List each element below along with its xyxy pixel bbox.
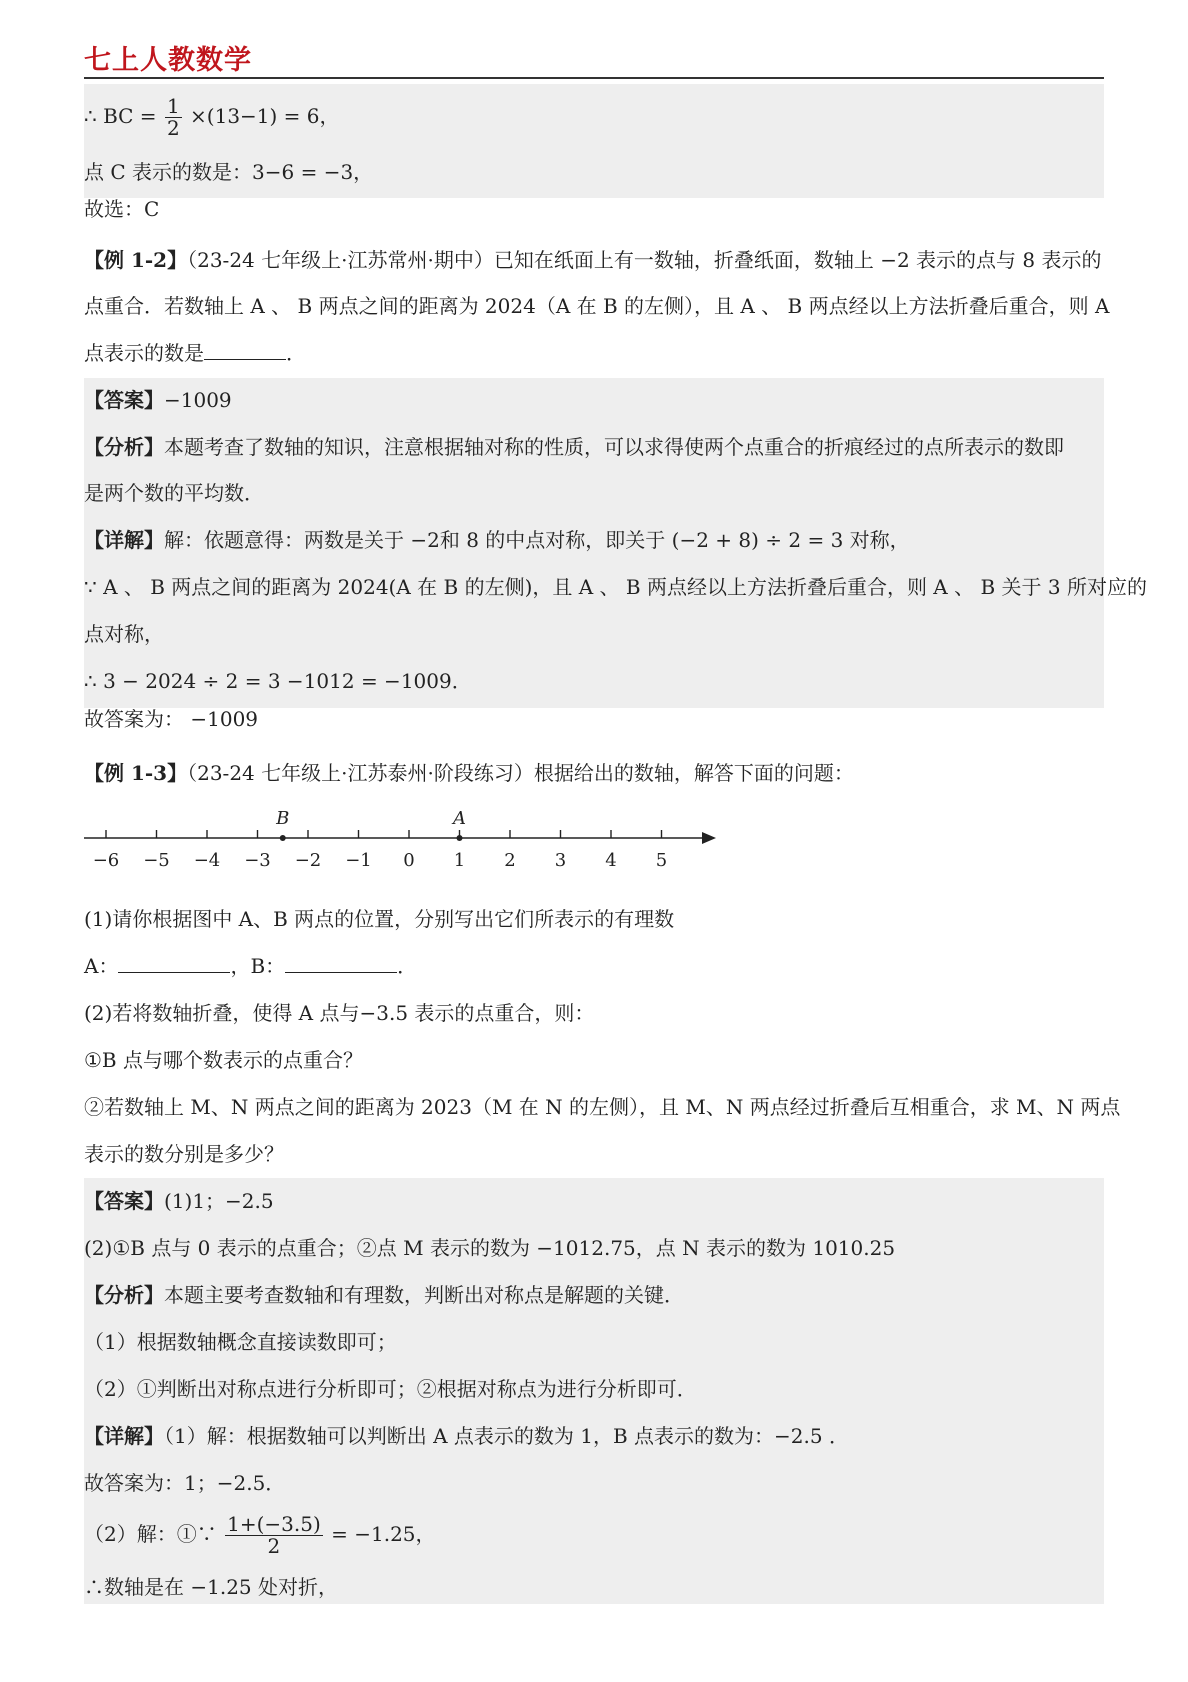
tick-label: −6 [92,850,120,871]
ex2-detail-line-4: ∴ 3 − 2024 ÷ 2 = 3 −1012 = −1009． [84,669,472,693]
ex2-answer: 【答案】−1009 [84,388,232,412]
ex3-q1: (1)请你根据图中 A、B 两点的位置，分别写出它们所表示的有理数 [84,907,675,931]
ex2-detail-line-2: ∵ A 、 B 两点之间的距离为 2024(A 在 B 的左侧)，且 A 、 B 两点经以上方法折叠后重合，则 A 、 B 关于 3 所对应的 [84,575,1147,599]
tick-label: 0 [403,850,415,871]
point-a [457,835,463,841]
ex3-q2-2a: ②若数轴上 M、N 两点之间的距离为 2023（M 在 N 的左侧），且 M、N 两点经过折叠后互相重合，求 M、N 两点 [84,1095,1121,1119]
ex3-question-intro: 【例 1-3】（23-24 七年级上·江苏泰州·阶段练习）根据给出的数轴，解答下面的问题： [84,761,854,785]
ex2-analysis-line-1: 【分析】本题考查了数轴的知识，注意根据轴对称的性质，可以求得使两个点重合的折痕经过的点所表示的数即 [84,435,1064,459]
ex3-q1-blanks: A： ，B： ． [84,954,418,978]
tick-label: −2 [294,850,322,871]
ex3-detail-4: ∴数轴是在 −1.25 处对折， [84,1575,339,1599]
ex3-answer-2: (2)①B 点与 0 表示的点重合；②点 M 表示的数为 −1012.75，点 N 表示的数为 1010.25 [84,1236,896,1260]
number-line-arrow [702,832,716,844]
ex3-analysis-1: （1）根据数轴概念直接读数即可； [84,1330,397,1354]
prev-line-3: 故选：C [84,197,160,221]
tick-label: −1 [345,850,372,871]
ex3-detail-1: 【详解】（1）解：根据数轴可以判断出 A 点表示的数为 1，B 点表示的数为：−2.5 ． [84,1424,849,1448]
tick-label: −4 [193,850,221,871]
prev-line-1: ∴ BC = $\frac{1}{2}$ ×(13−1) = 6， [84,94,340,140]
number-line [84,800,724,880]
fraction-half: $\frac{1}{2}$ [166,94,180,140]
tick-label: −5 [143,850,170,871]
ex2-detail-line-1: 【详解】解：依题意得：两数是关于 −2和 8 的中点对称，即关于 (−2 + 8) ÷ 2 = 3 对称， [84,528,910,552]
tick-label: 3 [554,850,567,871]
ex3-detail-2: 故答案为：1；−2.5． [84,1471,286,1495]
ex2-detail-line-3: 点对称， [84,622,164,646]
ex2-question-line-2: 点重合．若数轴上 A 、 B 两点之间的距离为 2024（A 在 B 的左侧），且 A 、 B 两点经以上方法折叠后重合，则 A [84,294,1110,318]
header-title: 七上人教数学 [84,45,252,76]
tick-label: 4 [605,850,617,871]
ex2-final-answer: 故答案为： −1009 [84,707,259,731]
point-a-label: A [453,808,466,829]
ex3-detail-3: （2）解：①∵ $\frac{1+(-3.5)}{2}$ = −1.25， [84,1512,436,1558]
point-b-label: B [276,808,290,829]
fraction-midpoint: $\frac{1+(-3.5)}{2}$ [227,1512,321,1558]
prev-line-2: 点 C 表示的数是：3−6 = −3， [84,160,374,184]
ex2-question-line-3: 点表示的数是 ． [84,341,306,365]
ex3-answer-1: 【答案】(1)1；−2.5 [84,1189,274,1213]
header-rule [84,77,1104,79]
point-b [280,835,286,841]
ex2-question-line-1: 【例 1-2】（23-24 七年级上·江苏常州·期中）已知在纸面上有一数轴，折叠纸面，数轴上 −2 表示的点与 8 表示的 [84,248,1102,272]
ex3-q2-2b: 表示的数分别是多少？ [84,1142,284,1166]
number-line-ticks [106,830,662,838]
ex3-analysis-2: （2）①判断出对称点进行分析即可；②根据对称点为进行分析即可． [84,1377,697,1401]
number-line-labels [93,850,668,871]
ex3-q2-1: ①B 点与哪个数表示的点重合？ [84,1048,363,1072]
ex3-analysis: 【分析】本题主要考查数轴和有理数，判断出对称点是解题的关键． [84,1283,684,1307]
ex2-analysis-line-2: 是两个数的平均数． [84,481,264,505]
ex3-q2: (2)若将数轴折叠，使得 A 点与−3.5 表示的点重合，则： [84,1001,595,1025]
tick-label: 2 [504,850,516,871]
tick-label: 5 [655,850,668,871]
tick-label: −3 [244,850,271,871]
tick-label: 1 [453,850,466,871]
